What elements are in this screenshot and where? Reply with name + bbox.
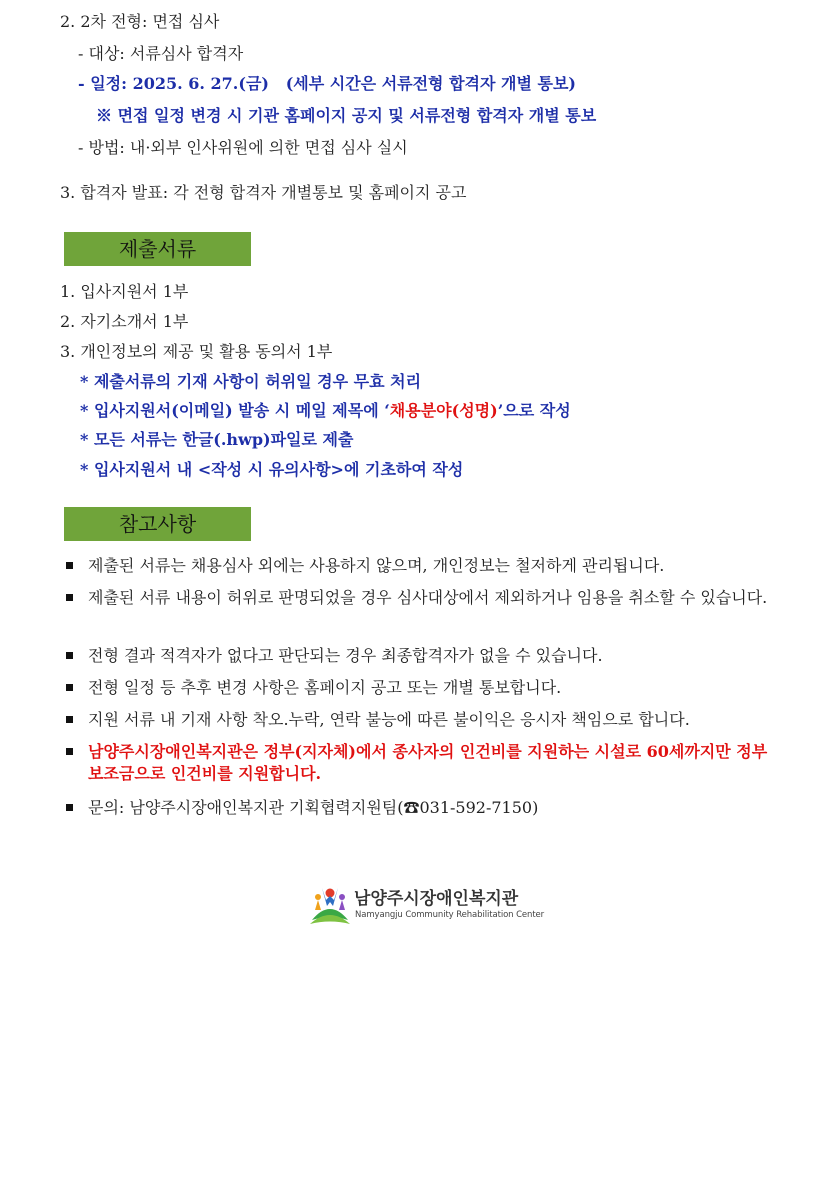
square-bullet-icon	[66, 804, 73, 811]
reference-bullet-2-text: 제출된 서류 내용이 허위로 판명되었을 경우 심사대상에서 제외하거나 임용을 취소할 수 있습니다.	[88, 588, 768, 607]
documents-note-2	[80, 401, 571, 421]
announcement: 3. 합격자 발표: 각 전형 합격자 개별통보 및 홈페이지 공고	[60, 183, 467, 202]
reference-bullet-3-text: 전형 결과 적격자가 없다고 판단되는 경우 최종합격자가 없을 수 있습니다.	[88, 646, 603, 665]
square-bullet-icon	[66, 684, 73, 691]
square-bullet-icon	[66, 594, 73, 601]
documents-note-2-prefix: * 입사지원서(이메일) 발송 시 메일 제목에 ‘	[80, 401, 390, 420]
logo-subtitle: Namyangju Community Rehabilitation Center	[355, 910, 545, 920]
interview-change-note: ※ 면접 일정 변경 시 기관 홈페이지 공지 및 서류전형 합격자 개별 통보	[96, 106, 597, 125]
interview-schedule	[78, 74, 576, 94]
reference-bullet-1-text: 제출된 서류는 채용심사 외에는 사용하지 않으며, 개인정보는 철저하게 관리됩니다.	[88, 556, 665, 575]
documents-note-1: * 제출서류의 기재 사항이 허위일 경우 무효 처리	[80, 372, 422, 391]
reference-bullet-7-text: 문의: 남양주시장애인복지관 기획협력지원팀(☎031-592-7150)	[88, 798, 539, 817]
square-bullet-icon	[66, 562, 73, 569]
documents-note-2-highlight: 채용분야(성명)	[389, 401, 498, 420]
interview-schedule-date: - 일정: 2025. 6. 27.(금)	[78, 74, 269, 93]
square-bullet-icon	[66, 652, 73, 659]
square-bullet-icon	[66, 716, 73, 723]
documents-note-3: * 모든 서류는 한글(.hwp)파일로 제출	[80, 430, 354, 449]
figure-logo-icon	[308, 884, 352, 926]
logo-title: 남양주시장애인복지관	[354, 889, 519, 909]
documents-section-title: 제출서류	[64, 232, 251, 266]
reference-bullet-5-text: 지원 서류 내 기재 사항 착오.누락, 연락 불능에 따른 불이익은 응시자 책임으로 합니다.	[88, 710, 690, 729]
organization-logo	[308, 884, 548, 926]
documents-item-2: 2. 자기소개서 1부	[60, 312, 189, 331]
documents-note-2-suffix: ’으로 작성	[497, 401, 571, 420]
reference-section-title: 참고사항	[64, 507, 251, 541]
documents-note-4: * 입사지원서 내 <작성 시 유의사항>에 기초하여 작성	[80, 460, 464, 479]
square-bullet-icon	[66, 748, 73, 755]
interview-schedule-note: (세부 시간은 서류전형 합격자 개별 통보)	[285, 74, 576, 93]
interview-method: - 방법: 내·외부 인사위원에 의한 면접 심사 실시	[78, 138, 408, 157]
reference-bullet-6-text: 남양주시장애인복지관은 정부(지자체)에서 종사자의 인건비를 지원하는 시설로 60세까지만 정부 보조금으로 인건비를 지원합니다.	[88, 742, 768, 783]
interview-target: - 대상: 서류심사 합격자	[78, 44, 244, 63]
reference-bullet-4-text: 전형 일정 등 추후 변경 사항은 홈페이지 공고 또는 개별 통보합니다.	[88, 678, 562, 697]
documents-item-3: 3. 개인정보의 제공 및 활용 동의서 1부	[60, 342, 333, 361]
documents-item-1: 1. 입사지원서 1부	[60, 282, 189, 301]
interview-heading: 2. 2차 전형: 면접 심사	[60, 12, 220, 31]
